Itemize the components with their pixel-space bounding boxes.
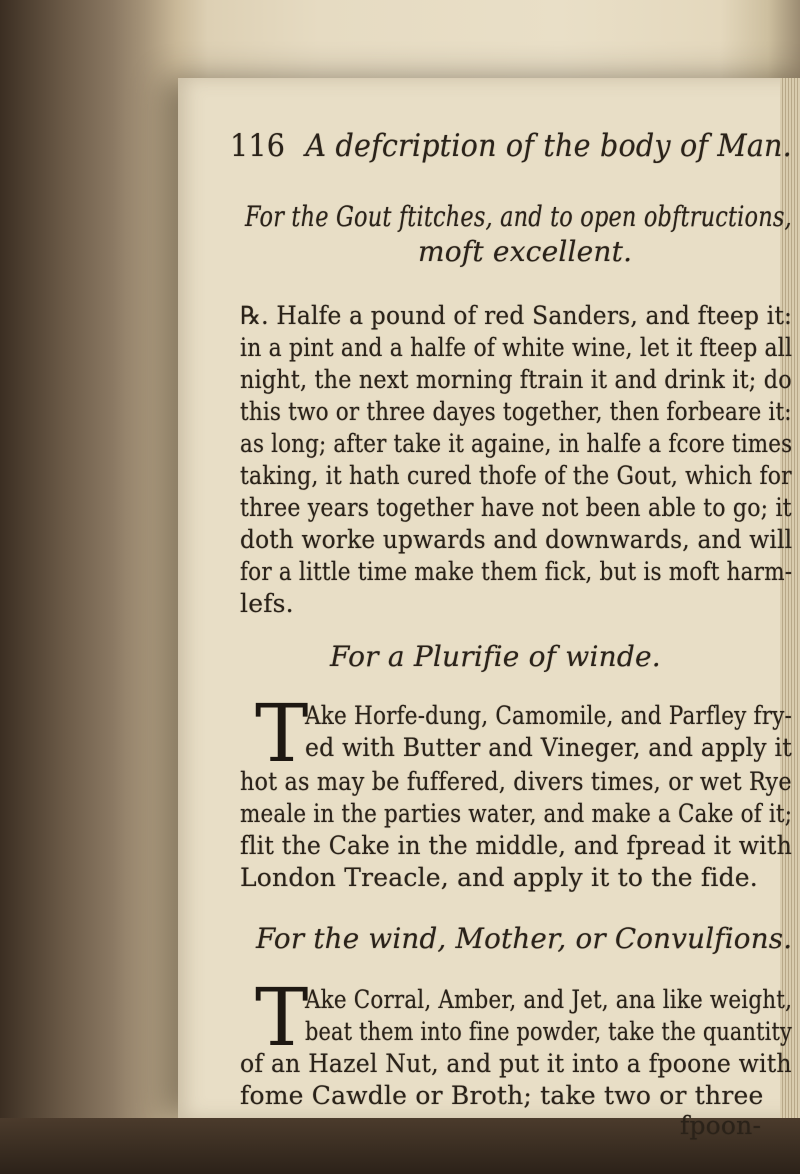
catchword: fpoon- — [680, 1111, 762, 1140]
page-number: 116 — [230, 128, 286, 164]
section-title: For the Gout ftitches, and to open obftructions, — [245, 200, 792, 233]
section-title: For the wind, Mother, or Convulfions. — [256, 922, 793, 955]
text-line: hot as may be fuffered, divers times, or wet Rye — [240, 767, 792, 796]
text-line: for a little time make them fick, but is moft harm- — [240, 557, 793, 586]
text-line: in a pint and a halfe of white wine, let it fteep all — [240, 333, 793, 362]
text-line: night, the next morning ftrain it and drink it; do — [240, 365, 792, 394]
text-line: this two or three dayes together, then forbeare it: — [240, 397, 792, 426]
running-title: A defcription of the body of Man. — [305, 128, 792, 164]
text-line: meale in the parties water, and make a Cake of it; — [240, 799, 793, 828]
page-edge — [780, 78, 800, 1118]
section-title-continued: moft excellent. — [418, 235, 633, 268]
text-line: ℞. Halfe a pound of red Sanders, and fteep it: — [240, 301, 793, 330]
text-line: of an Hazel Nut, and put it into a fpoone with — [240, 1049, 792, 1078]
text-line: Ake Corral, Amber, and Jet, ana like weight, — [305, 985, 793, 1014]
section-title: For a Plurifie of winde. — [330, 640, 661, 673]
text-line: as long; after take it againe, in halfe a fcore times — [240, 429, 793, 458]
text-line: doth worke upwards and downwards, and will — [240, 525, 793, 554]
text-line: London Treacle, and apply it to the fide. — [240, 863, 758, 892]
text-line: three years together have not been able to go; it — [240, 493, 792, 522]
text-line: ed with Butter and Vineger, and apply it — [305, 733, 792, 762]
text-line: beat them into fine powder, take the quantity — [305, 1017, 793, 1046]
text-line: fome Cawdle or Broth; take two or three — [240, 1081, 764, 1110]
drop-cap: T — [255, 687, 309, 780]
text-line: Ake Horfe-dung, Camomile, and Parfley fry- — [305, 701, 793, 730]
running-header — [230, 128, 792, 164]
text-line: flit the Cake in the middle, and fpread it with — [240, 831, 792, 860]
text-line: lefs. — [240, 589, 294, 618]
text-line: taking, it hath cured thofe of the Gout, which for — [240, 461, 792, 490]
drop-cap: T — [255, 971, 309, 1064]
